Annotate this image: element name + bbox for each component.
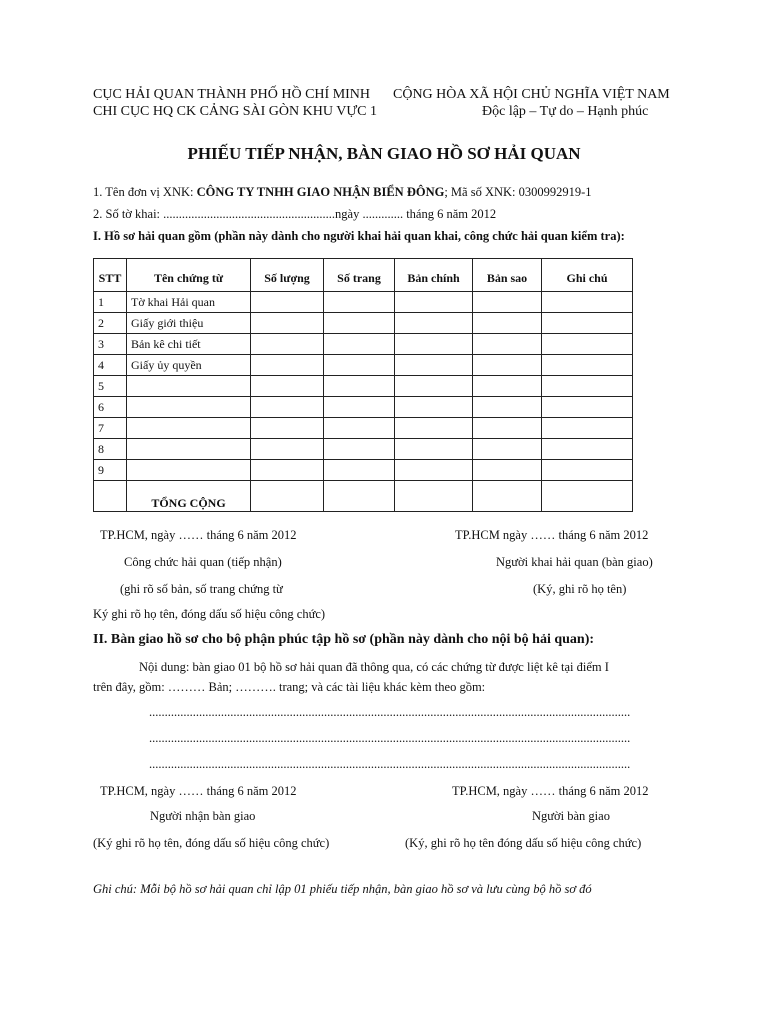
header-stt: STT <box>94 259 127 292</box>
table-header-row <box>94 259 633 292</box>
company-line <box>93 185 592 200</box>
row-quantity-cell[interactable] <box>251 376 324 397</box>
tax-code: ; Mã số XNK: 0300992919-1 <box>444 185 592 199</box>
receiver-signature-note-2: Ký ghi rõ họ tên, đóng dấu số hiệu công chức) <box>93 607 326 621</box>
row-original-cell[interactable] <box>395 418 473 439</box>
row-stt: 3 <box>94 334 127 355</box>
table-row <box>94 439 633 460</box>
row-stt: 4 <box>94 355 127 376</box>
row-quantity-cell[interactable] <box>251 460 324 481</box>
submitter-date: TP.HCM ngày …… tháng 6 năm 2012 <box>455 528 649 542</box>
total-copy-cell[interactable] <box>473 481 542 512</box>
row-stt: 5 <box>94 376 127 397</box>
row-stt: 9 <box>94 460 127 481</box>
row-pages-cell[interactable] <box>324 376 395 397</box>
row-quantity-cell[interactable] <box>251 439 324 460</box>
section-2-heading: II. Bàn giao hồ sơ cho bộ phận phúc tập hồ sơ (phần này dành cho nội bộ hải quan): <box>93 632 595 647</box>
row-pages-cell[interactable] <box>324 439 395 460</box>
row-original-cell[interactable] <box>395 397 473 418</box>
row-notes-cell[interactable] <box>542 292 633 313</box>
row-notes-cell[interactable] <box>542 355 633 376</box>
row-notes-cell[interactable] <box>542 418 633 439</box>
row-notes-cell[interactable] <box>542 397 633 418</box>
row-stt: 7 <box>94 418 127 439</box>
total-label: TỔNG CỘNG <box>127 481 251 512</box>
row-document-name[interactable] <box>127 460 251 481</box>
table-row <box>94 376 633 397</box>
row-stt: 8 <box>94 439 127 460</box>
row-pages-cell[interactable] <box>324 334 395 355</box>
row-document-name: Giấy giới thiệu <box>127 313 251 334</box>
row-copy-cell[interactable] <box>473 334 542 355</box>
total-quantity-cell[interactable] <box>251 481 324 512</box>
row-copy-cell[interactable] <box>473 439 542 460</box>
company-name: CÔNG TY TNHH GIAO NHẬN BIỂN ĐÔNG <box>196 185 445 199</box>
row-pages-cell[interactable] <box>324 460 395 481</box>
row-quantity-cell[interactable] <box>251 334 324 355</box>
row-notes-cell[interactable] <box>542 313 633 334</box>
row-document-name[interactable] <box>127 418 251 439</box>
table-row <box>94 397 633 418</box>
row-original-cell[interactable] <box>395 355 473 376</box>
handover-person-signature-note: (Ký, ghi rõ họ tên đóng dấu số hiệu công chức) <box>405 836 642 850</box>
national-motto: Độc lập – Tự do – Hạnh phúc <box>482 104 649 119</box>
row-document-name[interactable] <box>127 439 251 460</box>
row-document-name[interactable] <box>127 397 251 418</box>
total-pages-cell[interactable] <box>324 481 395 512</box>
receiver-role: Công chức hải quan (tiếp nhận) <box>124 555 282 569</box>
row-notes-cell[interactable] <box>542 460 633 481</box>
row-quantity-cell[interactable] <box>251 313 324 334</box>
row-copy-cell[interactable] <box>473 376 542 397</box>
row-pages-cell[interactable] <box>324 292 395 313</box>
submitter-signature-note: (Ký, ghi rõ họ tên) <box>533 582 627 596</box>
row-copy-cell[interactable] <box>473 355 542 376</box>
document-title: PHIẾU TIẾP NHẬN, BÀN GIAO HỒ SƠ HẢI QUAN <box>187 144 581 163</box>
sub-agency-name: CHI CỤC HQ CK CẢNG SÀI GÒN KHU VỰC 1 <box>93 104 378 119</box>
row-notes-cell[interactable] <box>542 334 633 355</box>
row-copy-cell[interactable] <box>473 397 542 418</box>
handover-person-date: TP.HCM, ngày …… tháng 6 năm 2012 <box>452 784 649 798</box>
row-original-cell[interactable] <box>395 439 473 460</box>
company-prefix: 1. Tên đơn vị XNK: <box>93 185 197 199</box>
row-original-cell[interactable] <box>395 376 473 397</box>
table-row <box>94 334 633 355</box>
header-document-name: Tên chứng từ <box>127 259 251 292</box>
row-quantity-cell[interactable] <box>251 397 324 418</box>
row-copy-cell[interactable] <box>473 292 542 313</box>
table-row <box>94 313 633 334</box>
row-stt: 2 <box>94 313 127 334</box>
row-document-name: Tờ khai Hải quan <box>127 292 251 313</box>
row-quantity-cell[interactable] <box>251 418 324 439</box>
receiver-signature-note: (ghi rõ số bản, số trang chứng từ <box>120 582 283 596</box>
row-copy-cell[interactable] <box>473 418 542 439</box>
table-row <box>94 460 633 481</box>
receiver-date: TP.HCM, ngày …… tháng 6 năm 2012 <box>100 528 297 542</box>
dotted-line-2[interactable]: .......................................................................................................................................................... <box>149 731 631 745</box>
table-row <box>94 355 633 376</box>
header-pages: Số trang <box>324 259 395 292</box>
section-1-heading: I. Hồ sơ hải quan gồm (phần này dành cho người khai hải quan khai, công chức hải quan kiểm tra): <box>93 229 625 243</box>
header-quantity: Số lượng <box>251 259 324 292</box>
row-original-cell[interactable] <box>395 292 473 313</box>
handover-person-role: Người bàn giao <box>532 809 610 823</box>
row-notes-cell[interactable] <box>542 376 633 397</box>
row-copy-cell[interactable] <box>473 313 542 334</box>
row-document-name: Bản kê chi tiết <box>127 334 251 355</box>
handover-content-line-2: trên đây, gồm: ……… Bản; ………. trang; và các tài liệu khác kèm theo gồm: <box>93 680 486 694</box>
recipient-role: Người nhận bàn giao <box>150 809 256 823</box>
documents-table <box>93 258 633 512</box>
declaration-number-line: 2. Số tờ khai: .......................................................ngày ............. tháng 6 năm 2012 <box>93 207 497 221</box>
row-notes-cell[interactable] <box>542 439 633 460</box>
row-pages-cell[interactable] <box>324 397 395 418</box>
table-row <box>94 292 633 313</box>
row-document-name[interactable] <box>127 376 251 397</box>
row-pages-cell[interactable] <box>324 313 395 334</box>
row-original-cell[interactable] <box>395 313 473 334</box>
row-stt: 1 <box>94 292 127 313</box>
row-document-name: Giấy ủy quyền <box>127 355 251 376</box>
recipient-signature-note: (Ký ghi rõ họ tên, đóng dấu số hiệu công chức) <box>93 836 330 850</box>
footer-note: Ghi chú: Mỗi bộ hồ sơ hải quan chỉ lập 01 phiếu tiếp nhận, bàn giao hồ sơ và lưu cùng bộ hồ sơ đó <box>93 882 592 896</box>
row-quantity-cell[interactable] <box>251 292 324 313</box>
row-pages-cell[interactable] <box>324 418 395 439</box>
header-original: Bản chính <box>395 259 473 292</box>
row-stt: 6 <box>94 397 127 418</box>
dotted-line-1[interactable]: .......................................................................................................................................................... <box>149 705 631 719</box>
header-notes: Ghi chú <box>542 259 633 292</box>
handover-content-line-1: Nội dung: bàn giao 01 bộ hồ sơ hải quan đã thông qua, có các chứng từ được liệt kê tại điểm I <box>139 660 609 674</box>
table-total-row <box>94 481 633 512</box>
recipient-date: TP.HCM, ngày …… tháng 6 năm 2012 <box>100 784 297 798</box>
total-notes-cell[interactable] <box>542 481 633 512</box>
row-pages-cell[interactable] <box>324 355 395 376</box>
table-row <box>94 418 633 439</box>
national-title: CỘNG HÒA XÃ HỘI CHỦ NGHĨA VIỆT NAM <box>393 87 670 102</box>
header-copy: Bản sao <box>473 259 542 292</box>
row-original-cell[interactable] <box>395 460 473 481</box>
submitter-role: Người khai hải quan (bàn giao) <box>496 555 653 569</box>
total-stt-cell <box>94 481 127 512</box>
agency-name: CỤC HẢI QUAN THÀNH PHỐ HỒ CHÍ MINH <box>93 87 371 102</box>
row-quantity-cell[interactable] <box>251 355 324 376</box>
row-original-cell[interactable] <box>395 334 473 355</box>
total-original-cell[interactable] <box>395 481 473 512</box>
dotted-line-3[interactable]: .......................................................................................................................................................... <box>149 757 631 771</box>
row-copy-cell[interactable] <box>473 460 542 481</box>
